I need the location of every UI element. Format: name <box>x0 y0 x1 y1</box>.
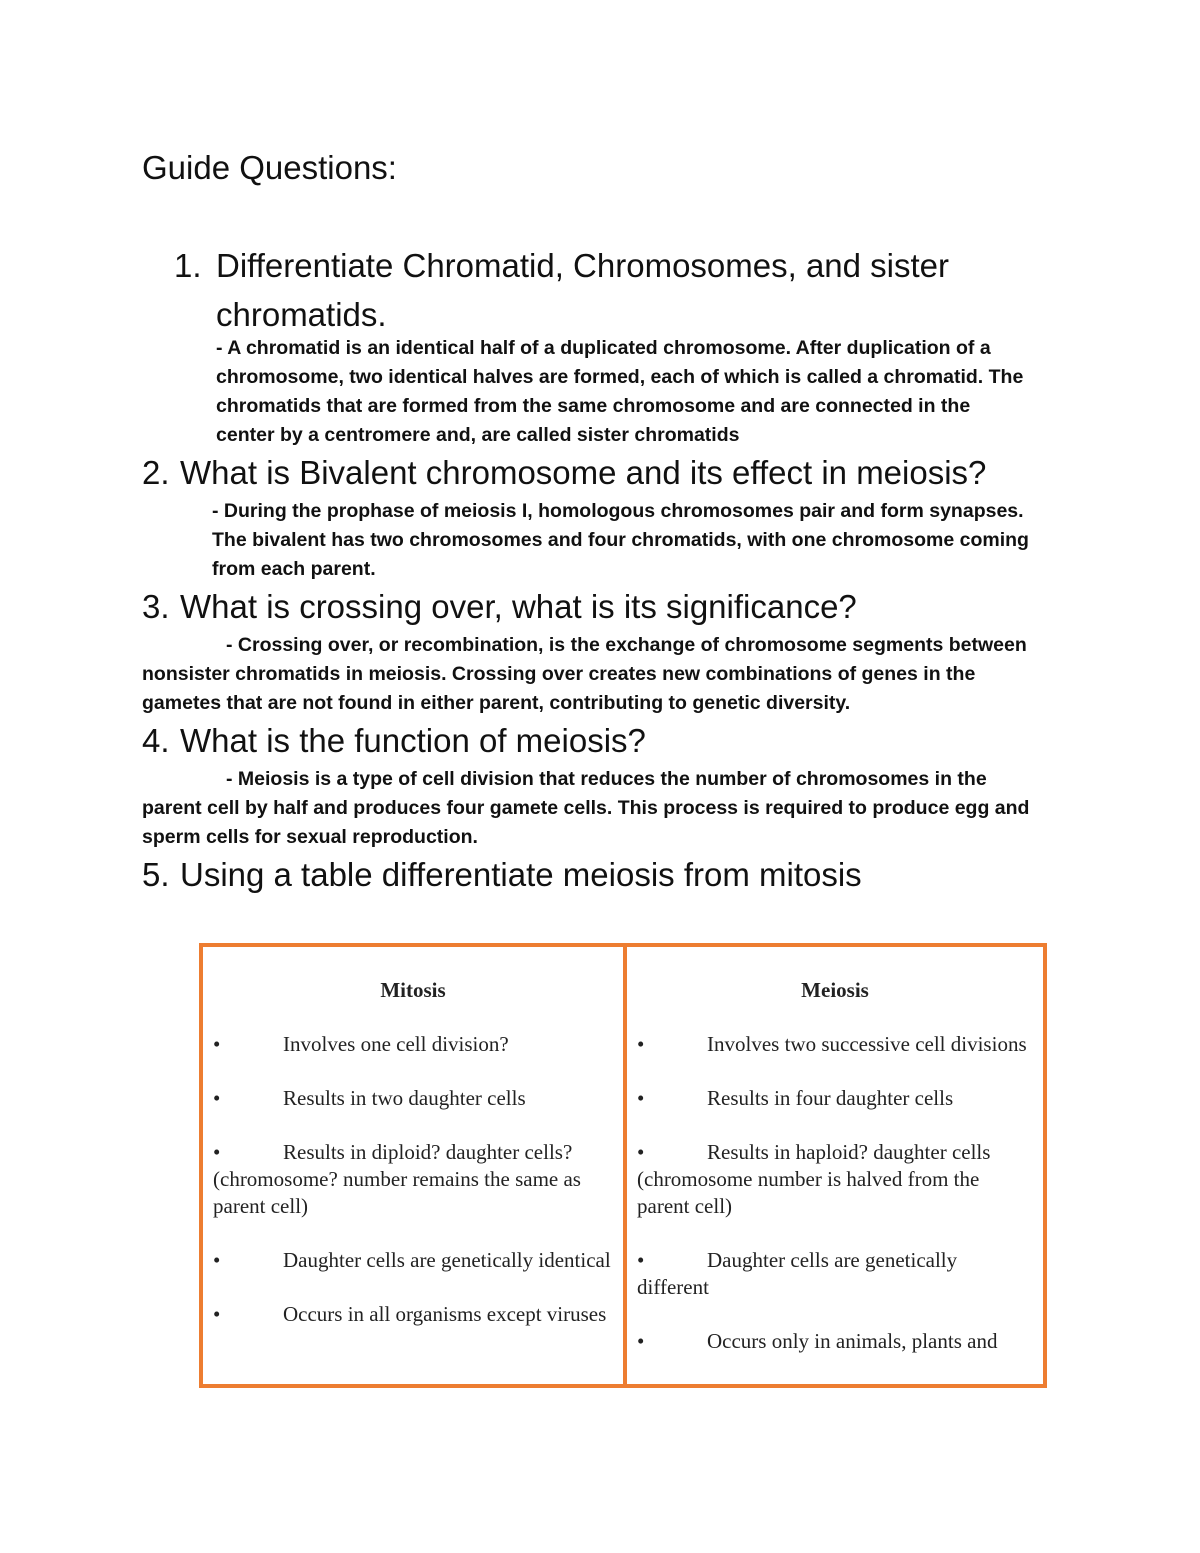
answer-line: nonsister chromatids in meiosis. Crossing over creates new combinations of genes in the <box>142 663 976 685</box>
column-heading-mitosis: Mitosis <box>380 978 446 1002</box>
question-text: What is Bivalent chromosome and its effect in meiosis? <box>180 454 987 491</box>
list-item: • Daughter cells are genetically different <box>637 1248 958 1299</box>
answer-3 <box>142 631 1027 718</box>
bullet-icon: • <box>213 1248 221 1272</box>
list-item: • Occurs only in animals, plants and <box>637 1329 998 1353</box>
bullet-icon: • <box>637 1086 645 1110</box>
question-text: chromatids. <box>216 296 387 333</box>
bullet-icon: • <box>637 1140 645 1164</box>
answer-line: center by a centromere and, are called sister chromatids <box>216 424 740 446</box>
meiosis-column <box>623 947 1043 1384</box>
answer-4 <box>142 765 1029 852</box>
question-5 <box>142 852 862 898</box>
answer-1 <box>216 334 1023 450</box>
answer-line: gametes that are not found in either parent, contributing to genetic diversity. <box>142 692 851 714</box>
answer-line: parent cell by half and produces four gamete cells. This process is required to produce egg and <box>142 797 1030 819</box>
answer-line: chromosome, two identical halves are formed, each of which is called a chromatid. The <box>216 366 1024 388</box>
list-item: • Results in two daughter cells <box>213 1086 526 1110</box>
answer-2 <box>212 497 1029 584</box>
column-heading-meiosis: Meiosis <box>801 978 869 1002</box>
question-1 <box>174 241 949 339</box>
answer-line: from each parent. <box>212 558 376 580</box>
bullet-icon: • <box>637 1329 645 1353</box>
question-3 <box>142 584 857 630</box>
answer-line: sperm cells for sexual reproduction. <box>142 826 478 848</box>
list-item: • Daughter cells are genetically identical <box>213 1248 611 1272</box>
question-2 <box>142 450 986 496</box>
question-text: Differentiate Chromatid, Chromosomes, and sister <box>216 247 950 284</box>
question-number: 1. <box>174 247 202 284</box>
list-item: • Involves two successive cell divisions <box>637 1032 1027 1056</box>
question-text: What is crossing over, what is its significance? <box>180 588 857 625</box>
comparison-table <box>199 943 1047 1388</box>
question-number: 2. <box>142 454 170 491</box>
question-number: 5. <box>142 856 170 893</box>
list-item: • Results in haploid? daughter cells (chromosome number is halved from the parent cell) <box>637 1140 991 1218</box>
answer-line: - Crossing over, or recombination, is the exchange of chromosome segments between <box>226 634 1027 656</box>
bullet-icon: • <box>213 1032 221 1056</box>
list-item: • Results in four daughter cells <box>637 1086 954 1110</box>
bullet-icon: • <box>213 1302 221 1326</box>
answer-line: chromatids that are formed from the same chromosome and are connected in the <box>216 395 971 417</box>
answer-line: The bivalent has two chromosomes and four chromatids, with one chromosome coming <box>212 529 1029 551</box>
list-item: • Involves one cell division? <box>213 1032 509 1056</box>
bullet-icon: • <box>637 1032 645 1056</box>
question-number: 4. <box>142 722 170 759</box>
bullet-icon: • <box>637 1248 645 1272</box>
question-4 <box>142 718 646 764</box>
bullet-icon: • <box>213 1140 221 1164</box>
answer-line: - A chromatid is an identical half of a duplicated chromosome. After duplication of a <box>216 337 991 359</box>
list-item: • Results in diploid? daughter cells? (chromosome? number remains the same as parent cell) <box>213 1140 581 1218</box>
page-title: Guide Questions: <box>142 149 397 186</box>
answer-line: - During the prophase of meiosis I, homologous chromosomes pair and form synapses. <box>212 500 1024 522</box>
list-item: • Occurs in all organisms except viruses <box>213 1302 607 1326</box>
bullet-icon: • <box>213 1086 221 1110</box>
answer-line: - Meiosis is a type of cell division that reduces the number of chromosomes in the <box>226 768 987 790</box>
question-text: What is the function of meiosis? <box>180 722 646 759</box>
question-number: 3. <box>142 588 170 625</box>
mitosis-column <box>203 947 623 1384</box>
question-text: Using a table differentiate meiosis from mitosis <box>180 856 862 893</box>
